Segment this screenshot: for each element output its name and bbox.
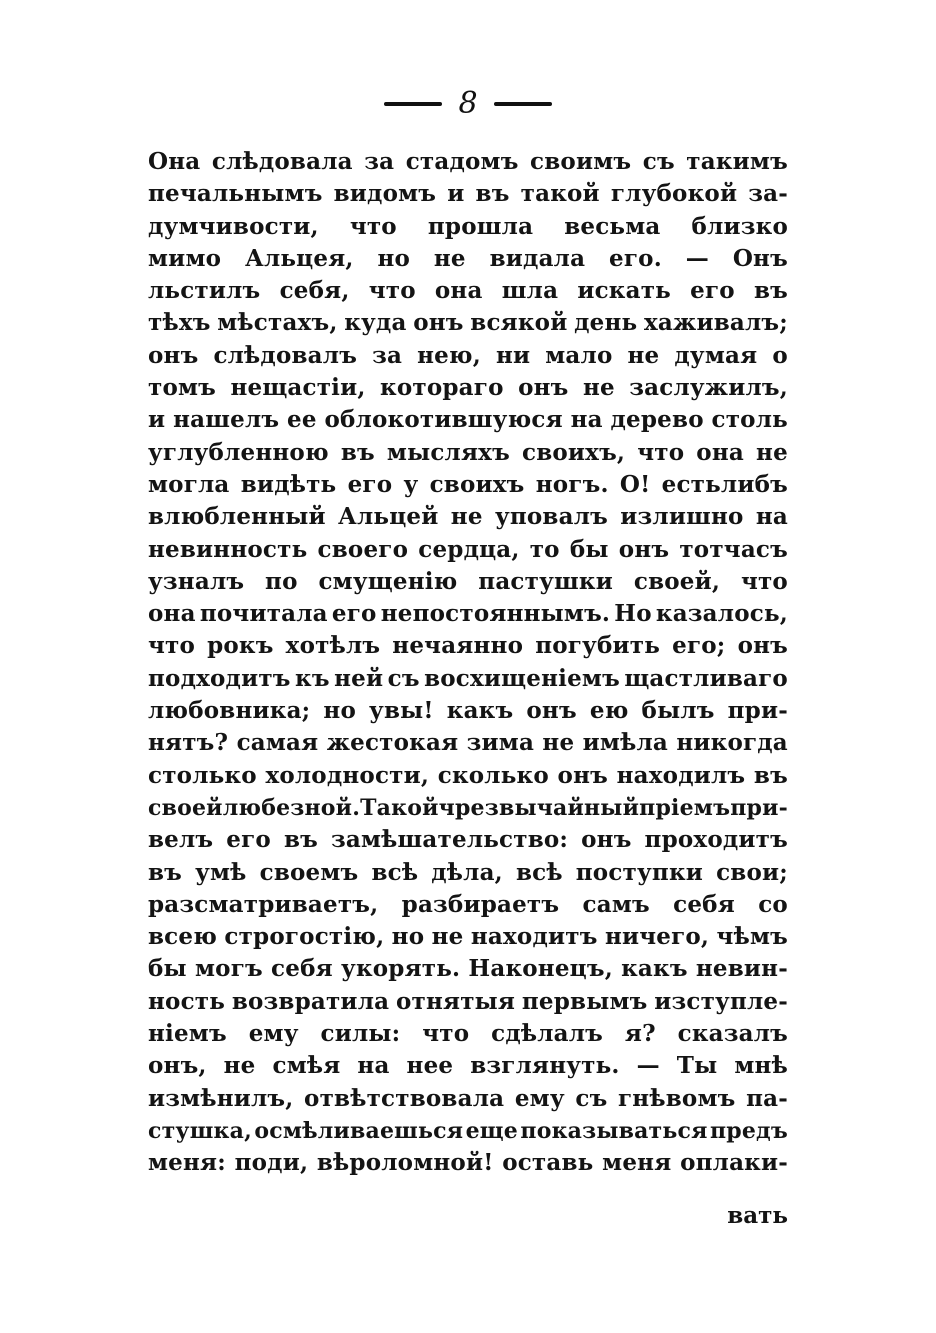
text-line: своей любезной. Такой чрезвычайный пріемъ при- — [148, 794, 788, 821]
text-line: ніемъ ему силы: что сдѣлалъ я? сказалъ — [148, 1020, 788, 1048]
page-header — [0, 84, 936, 124]
text-line: подходитъ къ ней съ восхищеніемъ щастливаго — [148, 664, 788, 692]
text-line: она почитала его непостояннымъ. Но казалось, — [148, 600, 788, 628]
text-line: меня: поди, вѣроломной! оставь меня оплаки- — [148, 1149, 788, 1177]
page-number: 8 — [458, 86, 478, 121]
text-line: разсматриваетъ, разбираетъ самъ себя со — [148, 890, 788, 918]
text-line: невинность своего сердца, то бы онъ тотчасъ — [148, 535, 788, 563]
text-line: любовника; но увы! какъ онъ ею былъ при- — [148, 697, 788, 725]
catchword: вать — [727, 1202, 788, 1229]
right-header-rule — [494, 102, 552, 106]
text-line: узналъ по смущенію пастушки своей, что — [148, 567, 788, 595]
text-line: что рокъ хотѣлъ нечаянно погубить его; онъ — [148, 632, 788, 660]
text-line: ность возвратила отнятыя первымъ изступле- — [148, 987, 788, 1015]
text-line: нятъ? самая жестокая зима не имѣла никогда — [148, 729, 788, 757]
text-line: измѣнилъ, отвѣтствовала ему съ гнѣвомъ па- — [148, 1084, 788, 1112]
text-line: могла видѣть его у своихъ ногъ. О! естьлибъ — [148, 470, 788, 498]
text-line: онъ слѣдовалъ за нею, ни мало не думая о — [148, 341, 788, 369]
text-line: томъ нещастіи, котораго онъ не заслужилъ, — [148, 374, 788, 402]
text-line: льстилъ себя, что она шла искать его въ — [148, 277, 788, 305]
text-line: углубленною въ мысляхъ своихъ, что она не — [148, 438, 788, 466]
text-line: въ умѣ своемъ всѣ дѣла, всѣ поступки свои; — [148, 858, 788, 886]
text-line: столько холодности, сколько онъ находилъ въ — [148, 761, 788, 789]
text-line: печальнымъ видомъ и въ такой глубокой за- — [148, 180, 788, 208]
text-line: онъ, не смѣя на нее взглянуть. — Ты мнѣ — [148, 1052, 788, 1080]
body-text — [148, 146, 788, 1180]
text-line: всею строгостію, но не находитъ ничего, чѣмъ — [148, 923, 788, 951]
text-line: стушка, осмѣливаешься еще показываться предъ — [148, 1117, 788, 1144]
text-line: тѣхъ мѣстахъ, куда онъ всякой день хаживалъ; — [148, 309, 788, 337]
left-header-rule — [384, 102, 442, 106]
text-line: влюбленный Альцей не уповалъ излишно на — [148, 503, 788, 531]
text-line: и нашелъ ее облокотившуюся на дерево столь — [148, 406, 788, 434]
text-line: велъ его въ замѣшательство: онъ проходитъ — [148, 826, 788, 854]
text-line: бы могъ себя укорять. Наконецъ, какъ невин- — [148, 955, 788, 983]
text-line: думчивости, что прошла весьма близко — [148, 212, 788, 240]
text-line: Она слѣдовала за стадомъ своимъ съ такимъ — [148, 148, 788, 175]
text-line: мимо Альцея, но не видала его. — Онъ — [148, 244, 788, 272]
